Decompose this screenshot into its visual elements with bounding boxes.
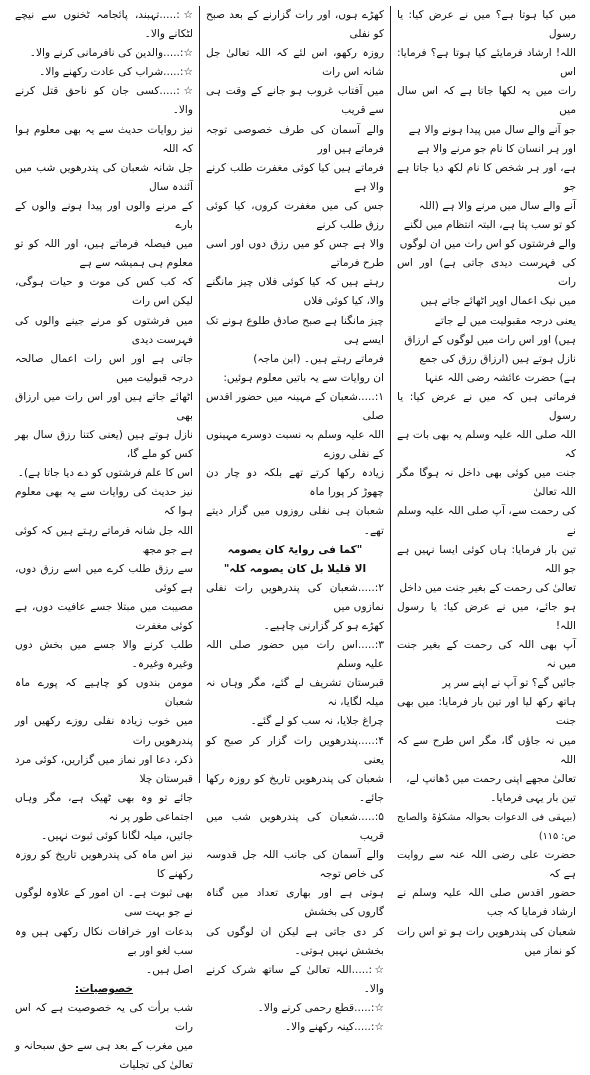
- text-line: تین بار فرمایا: ہاں کوئی ایسا نہیں ہے جو اللہ: [397, 543, 576, 575]
- text-line: ذکر، دعا اور نماز میں گزاریں، کوئی مرد قبرستان چلا: [15, 753, 193, 785]
- text-line: شعبان کی پندرھویں تاریخ کو روزہ رکھا جائے۔: [206, 772, 384, 804]
- text-line: چیز مانگنا ہے صبح صادق طلوع ہونے تک ایسے ہی: [206, 314, 384, 346]
- text-line: آنے والے سال میں مرنے والا ہے (اللہ: [418, 199, 576, 212]
- text-column-left: [9, 6, 200, 1072]
- text-line: ہیں) اور اس رات میں لوگوں کے ارزاق: [404, 333, 576, 346]
- text-line: ۳:.....اس رات میں حضور صلی اللہ علیہ وسلم: [206, 639, 384, 671]
- text-line: اٹھائے جاتے ہیں اور اس رات میں ارزاق بھی: [15, 390, 193, 422]
- text-line: کر دی جاتی ہے لیکن ان لوگوں کی بخشش نہیں ہوتی۔: [206, 925, 384, 957]
- text-line: ہاتھ رکھ لیا اور تین بار فرمایا: میں بھی جنت: [397, 696, 576, 728]
- text-line: روزہ رکھو، اس لئے کہ اللہ تعالیٰ جل شانہ اس رات: [206, 47, 384, 79]
- text-line: ۴:.....پندرھویں رات گزار کر صبح کو یعنی: [206, 734, 384, 766]
- text-line: میں آفتاب غروب ہو جانے کے وقت ہی سے قریب: [206, 85, 384, 117]
- text-line: میں نیک اعمال اوپر اٹھائے جاتے ہیں: [420, 295, 576, 308]
- text-line: والے آسمان کی طرف خصوصی توجہ فرماتے ہیں اور: [206, 123, 384, 155]
- text-line: مومن بندوں کو چاہیے کہ پورے ماہ شعبان: [15, 677, 193, 709]
- text-line: جنت میں کوئی بھی داخل نہ ہوگا مگر اللہ تعالیٰ: [397, 467, 576, 499]
- text-line: میں فیصلہ فرماتے ہیں، اور اللہ کو تو معلوم ہی ہمیشہ سے ہے: [15, 238, 193, 270]
- text-line: ☆:.....والدین کی نافرمانی کرنے والا۔: [29, 47, 193, 60]
- text-line: ☆:.....کینہ رکھنے والا۔: [284, 1020, 384, 1033]
- text-line: زیادہ رکھا کرتے تھے بلکہ دو چار دن چھوڑ کر پورا ماہ: [206, 467, 384, 499]
- text-line: کھڑے ہو کر گزارنی چاہیے۔: [263, 620, 384, 632]
- text-line: ☆:.....شراب کی عادت رکھنے والا۔: [39, 66, 193, 79]
- text-line: میں فرشتوں کو مرنے جینے والوں کی فہرست دیدی: [15, 314, 193, 346]
- text-column-right: [391, 6, 582, 957]
- text-line: فرماتے رہتے ہیں۔ (ابن ماجہ): [253, 352, 384, 365]
- text-line: ۵:.....شعبان کی پندرھویں شب میں قریب: [206, 810, 384, 843]
- text-line: جائے تو وہ بھی ٹھیک ہے، مگر وہاں اجتماعی طور پر نہ: [15, 791, 193, 823]
- text-line: یعنی درجہ مقبولیت میں لے جاتے: [434, 314, 576, 327]
- text-line: تین بار یہی فرمایا۔: [490, 791, 576, 804]
- text-line: اصل ہیں۔: [145, 963, 193, 976]
- text-line: ہے) حضرت عائشہ رضی اللہ عنہا: [425, 371, 576, 384]
- text-line: نیز حدیث کی روایات سے یہ بھی معلوم ہوا کہ: [15, 486, 193, 518]
- text-column-middle: [200, 6, 391, 1033]
- text-line: (بیہقی فی الدعوات بحوالہ مشکوٰۃ والصابح ص: ۱۱۵): [397, 811, 576, 843]
- text-line: اللہ! ارشاد فرمایئے کیا ہوتا ہے؟ فرمایا: اس: [397, 47, 576, 79]
- text-line: ۱:.....شعبان کے مہینہ میں حضور اقدس صلی: [206, 390, 384, 422]
- text-line: جاتی ہے اور اس رات اعمال صالحہ درجہ قبولیت میں: [15, 352, 193, 384]
- text-line: بھی ثبوت ہے۔ ان امور کے علاوہ لوگوں نے جو بہت سی: [15, 887, 193, 919]
- text-line: رہتے ہیں کہ کیا کوئی فلاں چیز مانگنے والا، کیا کوئی فلاں: [206, 276, 384, 308]
- text-line: مصیبت میں مبتلا جسے عافیت دوں، ہے کوئی مغفرت: [15, 600, 193, 632]
- text-line: "کما فی روایۃ کان یصومہ: [227, 543, 363, 556]
- text-line: کے مرنے والوں اور پیدا ہونے والوں کے بارے: [15, 199, 193, 232]
- text-line: الا قلیلا بل کان یصومہ کلہ": [223, 562, 367, 575]
- text-line: ☆:.....کسی جان کو ناحق قتل کرنے والا۔: [15, 85, 193, 117]
- text-line: ☆:.....تہبند، پائجامہ ٹخنوں سے نیچے لٹکانے والا۔: [15, 9, 193, 41]
- text-line: کو تو سب پتا ہے، البتہ انتظام میں لگنے: [403, 219, 576, 232]
- text-line: میں خوب زیادہ نفلی روزے رکھیں اور پندرھویں رات: [15, 715, 193, 747]
- text-line: رات میں یہ لکھا جاتا ہے کہ اس سال میں: [397, 85, 576, 117]
- text-line: آپ بھی اللہ کی رحمت کے بغیر جنت میں نہ: [397, 639, 576, 671]
- text-line: نازل ہوتے ہیں (یعنی کتنا رزق سال بھر کس کو ملے گا،: [15, 429, 193, 461]
- text-line: شب برأت کی یہ خصوصیت ہے کہ اس رات: [15, 1001, 193, 1033]
- text-line: والے فرشتوں کو اس رات میں ان لوگوں: [399, 238, 576, 251]
- text-line: چراغ جلایا، نہ سب کو لے گئے۔: [250, 715, 384, 728]
- text-line: شعبان کی پندرھویں رات ہو تو اس رات کو نماز میں: [397, 925, 576, 957]
- text-line: اللہ جل شانہ فرماتے رہتے ہیں کہ کوئی ہے جو مجھ: [15, 524, 193, 556]
- text-line: طلب کرنے والا جسے میں بخش دوں وغیرہ وغیرہ۔: [15, 639, 193, 671]
- text-line: حضرت علی رضی اللہ عنہ سے روایت ہے کہ: [397, 849, 576, 881]
- text-line: نیز اس ماہ کی پندرھویں تاریخ کو روزہ رکھنے کا: [15, 849, 193, 881]
- text-line: ان روایات سے یہ باتیں معلوم ہوئیں:: [223, 371, 384, 384]
- text-line: اللہ صلی اللہ علیہ وسلم یہ بھی بات ہے کہ: [397, 429, 576, 461]
- text-line: نازل ہوتے ہیں (ارزاق رزق کی جمع: [419, 352, 576, 365]
- text-line: کھڑے ہوں، اور رات گزارنے کے بعد صبح کو نفلی: [206, 9, 384, 41]
- text-line: اس کا علم فرشتوں کو دے دیا جاتا ہے)۔: [17, 467, 193, 480]
- text-line: بدعات اور خرافات نکال رکھی ہیں وہ سب لغو اور بے: [15, 925, 193, 957]
- text-line: حضور اقدس صلی اللہ علیہ وسلم نے ارشاد فرمایا کہ جب: [397, 887, 576, 919]
- text-line: میں مغرب کے بعد ہی سے حق سبحانہ و تعالیٰ کی تجلیات: [15, 1040, 193, 1072]
- text-line: ہوتی ہے اور بھاری تعداد میں گناہ گاروں کی بخشش: [206, 887, 384, 919]
- text-line: ☆:.....قطع رحمی کرنے والا۔: [257, 1001, 384, 1014]
- text-line: جائیں گے؟ تو آپ نے اپنے سر پر: [442, 677, 576, 690]
- text-line: کی رحمت سے، آپ صلی اللہ علیہ وسلم نے: [397, 505, 576, 537]
- text-line: کہ کب کس کی موت و حیات ہوگی، لیکن اس رات: [15, 276, 193, 308]
- text-line: شعبان ہی نفلی روزوں میں گزار دیتے تھے۔: [206, 505, 384, 537]
- text-line: جل شانہ شعبان کی پندرھویں شب میں آئندہ سال: [15, 161, 193, 193]
- text-line: کی فہرست دیدی جاتی ہے) اور اس رات: [397, 257, 576, 289]
- text-line: فرماتے ہیں کیا کوئی مغفرت طلب کرنے والا ہے: [206, 161, 384, 193]
- text-line: اور ہر انسان کا نام جو مرنے والا ہے: [417, 142, 576, 155]
- text-line: والے آسمان کی جانب اللہ جل قدوسہ کی خاص توجہ: [206, 849, 384, 881]
- text-line: ہے، اور ہر شخص کا نام لکھ دیا جاتا ہے جو: [397, 161, 576, 193]
- section-heading: خصوصیات:: [74, 982, 134, 995]
- text-line: میں کیا ہوتا ہے؟ میں نے عرض کیا: یا رسول: [397, 9, 576, 41]
- text-line: قبرستان تشریف لے گئے، مگر وہاں نہ میلہ لگایا، نہ: [206, 677, 384, 709]
- text-line: میں نہ جاؤں گا، مگر اس طرح سے کہ اللہ: [397, 734, 576, 766]
- text-line: ۲:.....شعبان کی پندرھویں رات نفلی نمازوں میں: [206, 581, 384, 613]
- text-line: اللہ علیہ وسلم بہ نسبت دوسرے مہینوں کے نفلی روزے: [206, 429, 384, 461]
- text-line: ہو جائے، میں نے عرض کیا: یا رسول اللہ!: [397, 600, 576, 632]
- text-line: جائیں، میلہ لگانا کوئی ثبوت نہیں۔: [41, 830, 193, 843]
- text-line: جس کی میں مغفرت کروں، کیا کوئی رزق طلب کرنے: [206, 199, 384, 232]
- text-line: تعالیٰ کی رحمت کے بغیر جنت میں داخل: [399, 581, 576, 594]
- text-line: جو آنے والے سال میں پیدا ہونے والا ہے: [408, 123, 576, 136]
- text-line: فرماتی ہیں کہ میں نے عرض کیا: یا رسول: [397, 390, 576, 422]
- text-line: والا ہے جس کو میں رزق دوں اور اسی طرح فرماتے: [206, 238, 384, 270]
- text-line: ☆:.....اللہ تعالیٰ کے ساتھ شرک کرنے والا۔: [206, 963, 384, 995]
- text-line: سے رزق طلب کرے میں اسے رزق دوں، ہے کوئی: [15, 562, 193, 594]
- text-line: تعالیٰ مجھے اپنی رحمت میں ڈھانپ لے،: [406, 772, 576, 785]
- text-line: نیز روایات حدیث سے یہ بھی معلوم ہوا کہ اللہ: [15, 123, 193, 155]
